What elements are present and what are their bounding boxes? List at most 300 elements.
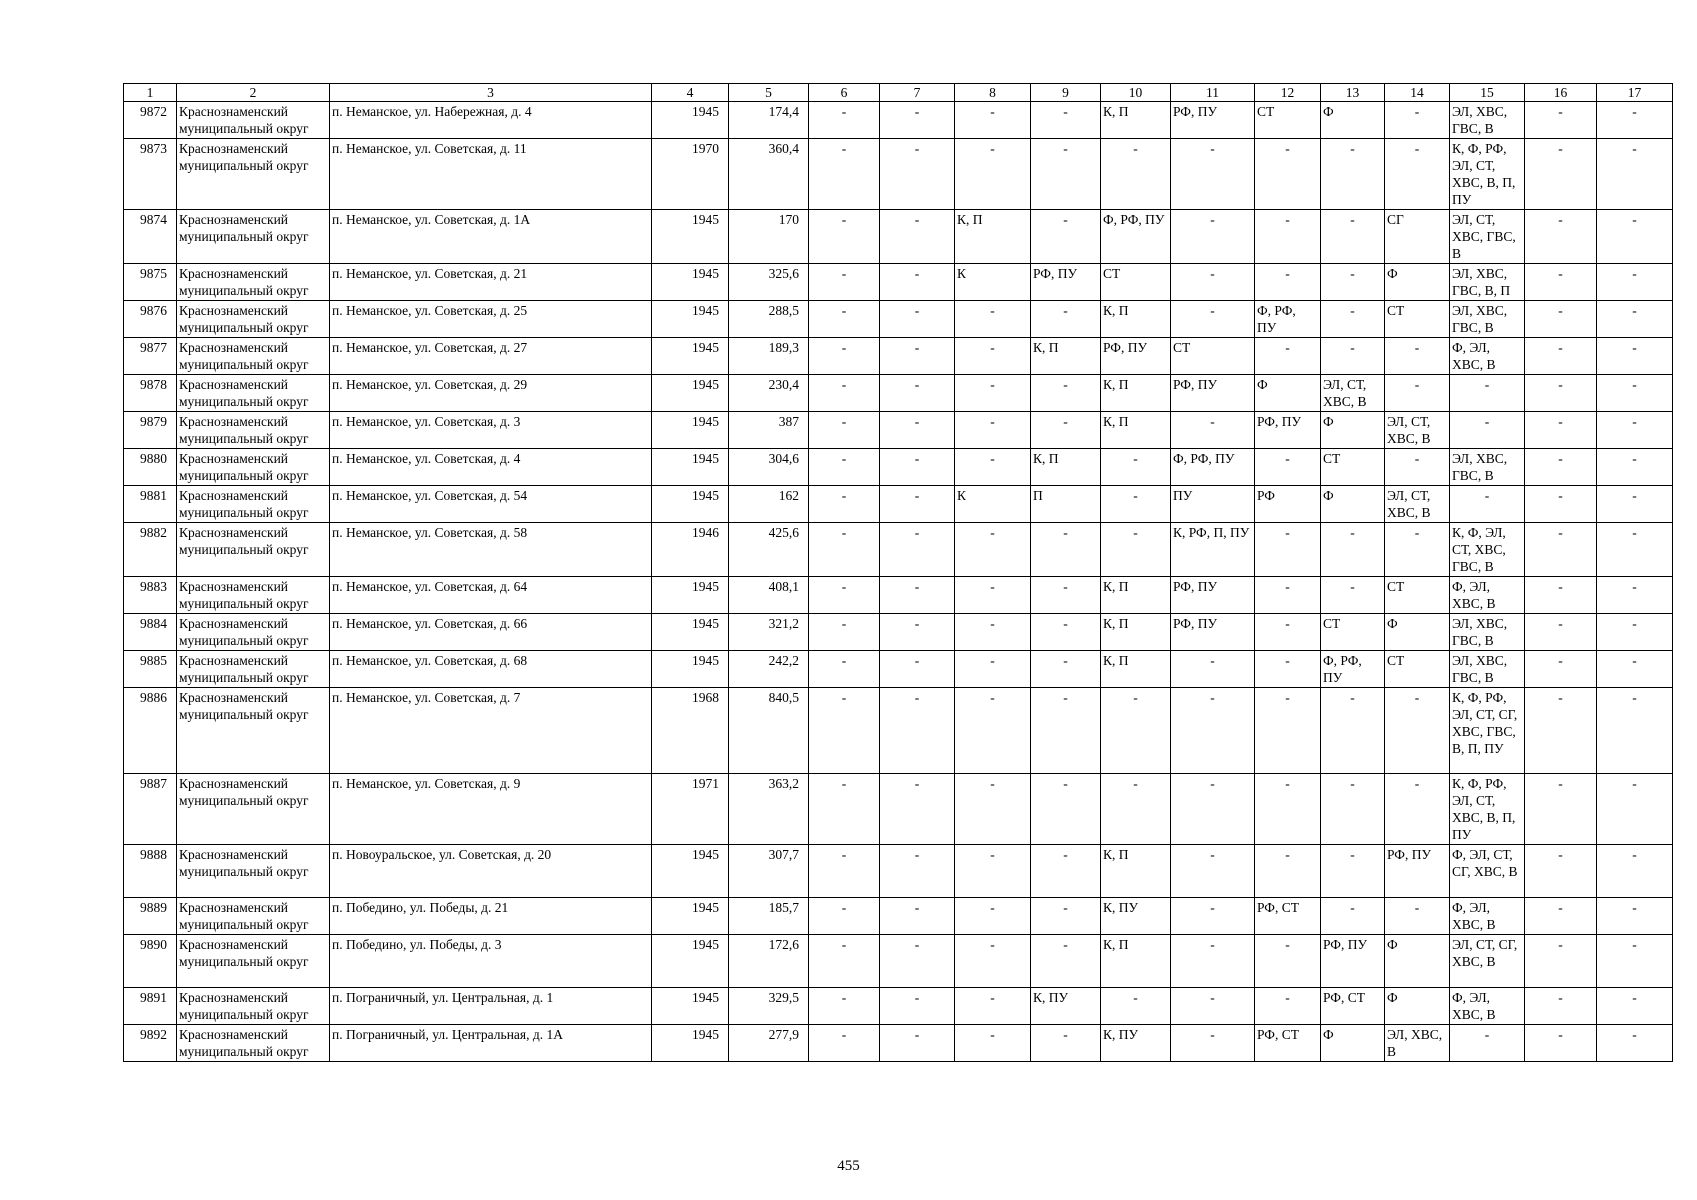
table-cell: Краснознаменский муниципальный округ — [177, 449, 330, 486]
table-cell: 9875 — [124, 264, 177, 301]
table-cell: Ф, ЭЛ, ХВС, В — [1450, 577, 1525, 614]
column-number-header: 1 — [124, 84, 177, 102]
table-cell: 9881 — [124, 486, 177, 523]
table-row — [124, 577, 1673, 614]
column-number-header: 13 — [1321, 84, 1385, 102]
table-cell: - — [809, 845, 880, 898]
table-cell: - — [1255, 774, 1321, 845]
table-cell: К, П — [955, 210, 1031, 264]
table-cell: - — [1450, 412, 1525, 449]
table-cell: 185,7 — [729, 898, 809, 935]
table-cell: 1945 — [652, 845, 729, 898]
table-cell: К, Ф, РФ, ЭЛ, СТ, ХВС, В, П, ПУ — [1450, 774, 1525, 845]
table-cell: 242,2 — [729, 651, 809, 688]
table-cell: - — [1101, 449, 1171, 486]
table-cell: К, Ф, ЭЛ, СТ, ХВС, ГВС, В — [1450, 523, 1525, 577]
table-cell: ЭЛ, ХВС, В — [1385, 1025, 1450, 1062]
table-cell: - — [1101, 486, 1171, 523]
table-cell: - — [1031, 935, 1101, 988]
table-row — [124, 338, 1673, 375]
table-row — [124, 651, 1673, 688]
table-cell: - — [1597, 264, 1673, 301]
table-cell: Краснознаменский муниципальный округ — [177, 301, 330, 338]
table-cell: К — [955, 264, 1031, 301]
table-row — [124, 845, 1673, 898]
table-cell: - — [1385, 523, 1450, 577]
table-cell: Краснознаменский муниципальный округ — [177, 338, 330, 375]
table-cell: - — [1385, 375, 1450, 412]
table-cell: - — [809, 774, 880, 845]
table-cell: - — [880, 935, 955, 988]
table-cell: п. Неманское, ул. Советская, д. 4 — [330, 449, 652, 486]
table-row — [124, 264, 1673, 301]
table-cell: СТ — [1321, 449, 1385, 486]
table-cell: - — [1171, 651, 1255, 688]
table-cell: - — [1031, 577, 1101, 614]
table-cell: К, П — [1101, 577, 1171, 614]
table-cell: СТ — [1255, 102, 1321, 139]
table-cell: п. Неманское, ул. Советская, д. 29 — [330, 375, 652, 412]
table-cell: Краснознаменский муниципальный округ — [177, 577, 330, 614]
table-cell: - — [880, 651, 955, 688]
table-cell: - — [880, 412, 955, 449]
column-number-header: 2 — [177, 84, 330, 102]
table-cell: - — [1101, 688, 1171, 774]
table-cell: - — [1450, 375, 1525, 412]
table-cell: 1968 — [652, 688, 729, 774]
table-cell: 304,6 — [729, 449, 809, 486]
table-cell: - — [1101, 523, 1171, 577]
table-cell: Краснознаменский муниципальный округ — [177, 375, 330, 412]
table-cell: п. Неманское, ул. Советская, д. 27 — [330, 338, 652, 375]
table-cell: 425,6 — [729, 523, 809, 577]
table-cell: - — [1321, 139, 1385, 210]
table-row — [124, 614, 1673, 651]
table-cell: - — [1525, 412, 1597, 449]
table-cell: 9885 — [124, 651, 177, 688]
table-cell: Краснознаменский муниципальный округ — [177, 651, 330, 688]
table-cell: Краснознаменский муниципальный округ — [177, 845, 330, 898]
table-cell: Ф — [1385, 935, 1450, 988]
table-row — [124, 988, 1673, 1025]
table-cell: ЭЛ, ХВС, ГВС, В — [1450, 449, 1525, 486]
column-number-header: 10 — [1101, 84, 1171, 102]
table-cell: 9877 — [124, 338, 177, 375]
column-number-header: 8 — [955, 84, 1031, 102]
table-cell: Ф, ЭЛ, СТ, СГ, ХВС, В — [1450, 845, 1525, 898]
table-cell: - — [955, 614, 1031, 651]
table-row — [124, 935, 1673, 988]
table-cell: - — [955, 523, 1031, 577]
table-row — [124, 102, 1673, 139]
table-cell: СТ — [1385, 301, 1450, 338]
table-cell: К, П — [1031, 449, 1101, 486]
table-cell: Ф, РФ, ПУ — [1171, 449, 1255, 486]
table-cell: РФ, СТ — [1321, 988, 1385, 1025]
table-cell: - — [1525, 935, 1597, 988]
table-cell: - — [1255, 577, 1321, 614]
table-cell: - — [1031, 375, 1101, 412]
table-cell: ЭЛ, СТ, ХВС, В — [1385, 486, 1450, 523]
table-cell: СГ — [1385, 210, 1450, 264]
table-cell: - — [809, 338, 880, 375]
table-cell: 9872 — [124, 102, 177, 139]
table-cell: РФ, ПУ — [1171, 614, 1255, 651]
table-cell: - — [1255, 614, 1321, 651]
page-number: 455 — [837, 1158, 860, 1174]
table-cell: - — [1597, 688, 1673, 774]
table-cell: - — [1255, 449, 1321, 486]
table-cell: - — [1031, 301, 1101, 338]
table-cell: 9884 — [124, 614, 177, 651]
table-cell: П — [1031, 486, 1101, 523]
table-cell: - — [955, 935, 1031, 988]
table-cell: К, П — [1101, 375, 1171, 412]
table-cell: - — [809, 988, 880, 1025]
table-cell: п. Неманское, ул. Советская, д. 21 — [330, 264, 652, 301]
table-cell: - — [1031, 614, 1101, 651]
table-cell: - — [1255, 688, 1321, 774]
table-cell: п. Неманское, ул. Советская, д. 7 — [330, 688, 652, 774]
column-number-header: 9 — [1031, 84, 1101, 102]
table-cell: - — [955, 845, 1031, 898]
table-cell: - — [880, 449, 955, 486]
table-cell: Ф, РФ, ПУ — [1255, 301, 1321, 338]
table-cell: - — [1321, 523, 1385, 577]
table-cell: - — [1525, 338, 1597, 375]
table-cell: СТ — [1321, 614, 1385, 651]
column-number-header: 16 — [1525, 84, 1597, 102]
table-cell: Краснознаменский муниципальный округ — [177, 988, 330, 1025]
table-cell: К, П — [1101, 102, 1171, 139]
table-cell: Краснознаменский муниципальный округ — [177, 264, 330, 301]
table-cell: 9887 — [124, 774, 177, 845]
table-cell: 9890 — [124, 935, 177, 988]
table-cell: РФ, ПУ — [1171, 577, 1255, 614]
table-cell: - — [1031, 774, 1101, 845]
table-cell: РФ, СТ — [1255, 898, 1321, 935]
table-cell: - — [955, 988, 1031, 1025]
table-cell: К, Ф, РФ, ЭЛ, СТ, ХВС, В, П, ПУ — [1450, 139, 1525, 210]
table-cell: - — [1385, 338, 1450, 375]
table-cell: РФ, СТ — [1255, 1025, 1321, 1062]
table-cell: - — [1597, 845, 1673, 898]
column-number-header: 3 — [330, 84, 652, 102]
table-cell: РФ — [1255, 486, 1321, 523]
table-cell: 1946 — [652, 523, 729, 577]
table-cell: - — [1255, 264, 1321, 301]
table-cell: - — [1597, 935, 1673, 988]
table-cell: п. Пограничный, ул. Центральная, д. 1А — [330, 1025, 652, 1062]
table-cell: п. Неманское, ул. Советская, д. 9 — [330, 774, 652, 845]
table-cell: - — [1597, 139, 1673, 210]
table-cell: Краснознаменский муниципальный округ — [177, 614, 330, 651]
table-cell: 1945 — [652, 338, 729, 375]
table-cell: 1945 — [652, 486, 729, 523]
table-cell: 9891 — [124, 988, 177, 1025]
table-cell: - — [1597, 449, 1673, 486]
table-cell: Ф, РФ, ПУ — [1321, 651, 1385, 688]
table-cell: - — [1525, 898, 1597, 935]
table-cell: Краснознаменский муниципальный округ — [177, 102, 330, 139]
table-cell: - — [1321, 688, 1385, 774]
table-cell: - — [955, 577, 1031, 614]
table-cell: - — [1597, 1025, 1673, 1062]
table-cell: СТ — [1385, 651, 1450, 688]
table-cell: 170 — [729, 210, 809, 264]
table-cell: - — [880, 264, 955, 301]
table-cell: 9889 — [124, 898, 177, 935]
table-cell: - — [1321, 845, 1385, 898]
table-cell: - — [809, 375, 880, 412]
table-cell: - — [1525, 301, 1597, 338]
table-cell: ЭЛ, ХВС, ГВС, В — [1450, 614, 1525, 651]
table-cell: - — [1171, 774, 1255, 845]
table-cell: п. Неманское, ул. Советская, д. 58 — [330, 523, 652, 577]
table-cell: 174,4 — [729, 102, 809, 139]
table-cell: - — [1525, 651, 1597, 688]
table-cell: - — [809, 449, 880, 486]
table-cell: - — [955, 338, 1031, 375]
table-cell: - — [880, 139, 955, 210]
table-cell: - — [1597, 338, 1673, 375]
table-cell: - — [1031, 898, 1101, 935]
table-cell: 9886 — [124, 688, 177, 774]
column-number-header: 14 — [1385, 84, 1450, 102]
table-cell: - — [809, 412, 880, 449]
table-cell: - — [809, 688, 880, 774]
table-cell: - — [809, 102, 880, 139]
table-cell: К, П — [1031, 338, 1101, 375]
table-cell: - — [1385, 139, 1450, 210]
table-cell: Ф — [1385, 988, 1450, 1025]
table-cell: К, ПУ — [1031, 988, 1101, 1025]
table-cell: 9879 — [124, 412, 177, 449]
table-cell: 9874 — [124, 210, 177, 264]
table-cell: СТ — [1171, 338, 1255, 375]
table-cell: Краснознаменский муниципальный округ — [177, 688, 330, 774]
table-cell: Ф, ЭЛ, ХВС, В — [1450, 898, 1525, 935]
table-row — [124, 523, 1673, 577]
table-cell: - — [880, 845, 955, 898]
table-cell: ЭЛ, ХВС, ГВС, В — [1450, 651, 1525, 688]
table-cell: п. Пограничный, ул. Центральная, д. 1 — [330, 988, 652, 1025]
table-cell: - — [1255, 845, 1321, 898]
table-cell: - — [1385, 449, 1450, 486]
table-cell: - — [880, 102, 955, 139]
table-cell: - — [1031, 651, 1101, 688]
table-cell: РФ, ПУ — [1255, 412, 1321, 449]
table-cell: - — [1525, 264, 1597, 301]
table-row — [124, 774, 1673, 845]
table-cell: - — [1321, 898, 1385, 935]
table-cell: РФ, ПУ — [1321, 935, 1385, 988]
table-row — [124, 412, 1673, 449]
table-cell: - — [1597, 486, 1673, 523]
table-cell: - — [809, 1025, 880, 1062]
table-cell: - — [880, 688, 955, 774]
table-cell: - — [1321, 577, 1385, 614]
table-cell: РФ, ПУ — [1031, 264, 1101, 301]
table-cell: - — [955, 412, 1031, 449]
table-cell: 321,2 — [729, 614, 809, 651]
table-cell: - — [880, 988, 955, 1025]
table-cell: РФ, ПУ — [1171, 375, 1255, 412]
table-cell: п. Неманское, ул. Советская, д. 64 — [330, 577, 652, 614]
table-cell: 1945 — [652, 935, 729, 988]
table-cell: 277,9 — [729, 1025, 809, 1062]
table-cell: п. Неманское, ул. Советская, д. 68 — [330, 651, 652, 688]
column-number-header: 7 — [880, 84, 955, 102]
table-cell: - — [1525, 139, 1597, 210]
table-cell: - — [955, 1025, 1031, 1062]
table-cell: 840,5 — [729, 688, 809, 774]
table-cell: - — [1597, 412, 1673, 449]
table-cell: - — [1525, 1025, 1597, 1062]
table-cell: - — [809, 935, 880, 988]
table-row — [124, 898, 1673, 935]
table-row — [124, 375, 1673, 412]
table-cell: - — [1597, 898, 1673, 935]
table-cell: Ф — [1321, 102, 1385, 139]
table-cell: РФ, ПУ — [1101, 338, 1171, 375]
table-cell: ЭЛ, СТ, ХВС, ГВС, В — [1450, 210, 1525, 264]
table-cell: - — [809, 577, 880, 614]
table-row — [124, 486, 1673, 523]
table-cell: - — [1171, 688, 1255, 774]
table-row — [124, 301, 1673, 338]
table-cell: Ф, ЭЛ, ХВС, В — [1450, 338, 1525, 375]
table-cell: - — [1525, 614, 1597, 651]
table-cell: 1945 — [652, 614, 729, 651]
table-cell: - — [1525, 210, 1597, 264]
table-cell: - — [880, 577, 955, 614]
table-cell: - — [1255, 651, 1321, 688]
table-cell: 360,4 — [729, 139, 809, 210]
table-header — [124, 84, 1673, 102]
table-cell: ЭЛ, СТ, СГ, ХВС, В — [1450, 935, 1525, 988]
table-cell: - — [809, 210, 880, 264]
table-cell: 9873 — [124, 139, 177, 210]
table-cell: 1945 — [652, 651, 729, 688]
table-cell: 1945 — [652, 577, 729, 614]
table-cell: - — [1255, 935, 1321, 988]
table-cell: - — [880, 898, 955, 935]
table-cell: - — [955, 139, 1031, 210]
table-cell: - — [809, 651, 880, 688]
table-row — [124, 139, 1673, 210]
table-cell: - — [1525, 486, 1597, 523]
table-cell: - — [880, 774, 955, 845]
table-cell: Ф — [1385, 614, 1450, 651]
table-cell: РФ, ПУ — [1385, 845, 1450, 898]
table-cell: 307,7 — [729, 845, 809, 898]
table-cell: - — [1597, 614, 1673, 651]
table-cell: - — [880, 486, 955, 523]
table-cell: ЭЛ, СТ, ХВС, В — [1385, 412, 1450, 449]
table-cell: СТ — [1101, 264, 1171, 301]
table-cell: - — [1597, 301, 1673, 338]
table-cell: п. Неманское, ул. Набережная, д. 4 — [330, 102, 652, 139]
table-cell: 9880 — [124, 449, 177, 486]
table-cell: - — [1597, 988, 1673, 1025]
table-body — [124, 102, 1673, 1062]
table-cell: - — [1525, 449, 1597, 486]
table-cell: ЭЛ, СТ, ХВС, В — [1321, 375, 1385, 412]
table-cell: - — [1101, 774, 1171, 845]
column-number-header: 15 — [1450, 84, 1525, 102]
table-cell: - — [1525, 845, 1597, 898]
table-cell: 1945 — [652, 375, 729, 412]
table-cell: - — [1031, 210, 1101, 264]
table-cell: - — [1171, 301, 1255, 338]
table-cell: - — [1321, 264, 1385, 301]
table-cell: - — [1385, 688, 1450, 774]
table-cell: - — [1031, 139, 1101, 210]
table-cell: 9892 — [124, 1025, 177, 1062]
table-cell: - — [1525, 774, 1597, 845]
table-row — [124, 688, 1673, 774]
table-row — [124, 210, 1673, 264]
table-cell: Краснознаменский муниципальный округ — [177, 898, 330, 935]
table-cell: - — [1255, 210, 1321, 264]
table-cell: - — [955, 301, 1031, 338]
table-cell: 1971 — [652, 774, 729, 845]
table-cell: - — [809, 301, 880, 338]
table-cell: - — [880, 1025, 955, 1062]
table-cell: п. Неманское, ул. Советская, д. 11 — [330, 139, 652, 210]
table-cell: К, П — [1101, 412, 1171, 449]
table-cell: К, П — [1101, 301, 1171, 338]
table-cell: - — [880, 523, 955, 577]
table-cell: РФ, ПУ — [1171, 102, 1255, 139]
table-cell: - — [880, 210, 955, 264]
table-cell: К, РФ, П, ПУ — [1171, 523, 1255, 577]
table-cell: - — [1385, 898, 1450, 935]
table-cell: - — [1597, 210, 1673, 264]
table-cell: п. Неманское, ул. Советская, д. 54 — [330, 486, 652, 523]
table-cell: 9876 — [124, 301, 177, 338]
table-cell: ПУ — [1171, 486, 1255, 523]
column-number-header: 5 — [729, 84, 809, 102]
table-cell: Краснознаменский муниципальный округ — [177, 412, 330, 449]
table-cell: - — [809, 486, 880, 523]
table-cell: 1945 — [652, 264, 729, 301]
table-cell: - — [809, 264, 880, 301]
table-cell: - — [1450, 486, 1525, 523]
table-cell: 189,3 — [729, 338, 809, 375]
table-cell: - — [809, 523, 880, 577]
table-cell: К, ПУ — [1101, 1025, 1171, 1062]
table-cell: - — [809, 139, 880, 210]
table-cell: - — [1321, 301, 1385, 338]
table-cell: п. Неманское, ул. Советская, д. 66 — [330, 614, 652, 651]
table-cell: Краснознаменский муниципальный округ — [177, 486, 330, 523]
table-cell: - — [1525, 523, 1597, 577]
table-cell: Ф — [1385, 264, 1450, 301]
table-cell: - — [955, 449, 1031, 486]
column-number-header: 6 — [809, 84, 880, 102]
table-cell: 1945 — [652, 210, 729, 264]
table-cell: - — [1525, 577, 1597, 614]
table-cell: - — [1255, 988, 1321, 1025]
table-cell: К, П — [1101, 651, 1171, 688]
table-cell: - — [955, 688, 1031, 774]
table-cell: - — [1031, 845, 1101, 898]
table-cell: К — [955, 486, 1031, 523]
table-cell: ЭЛ, ХВС, ГВС, В — [1450, 102, 1525, 139]
table-cell: - — [1031, 523, 1101, 577]
